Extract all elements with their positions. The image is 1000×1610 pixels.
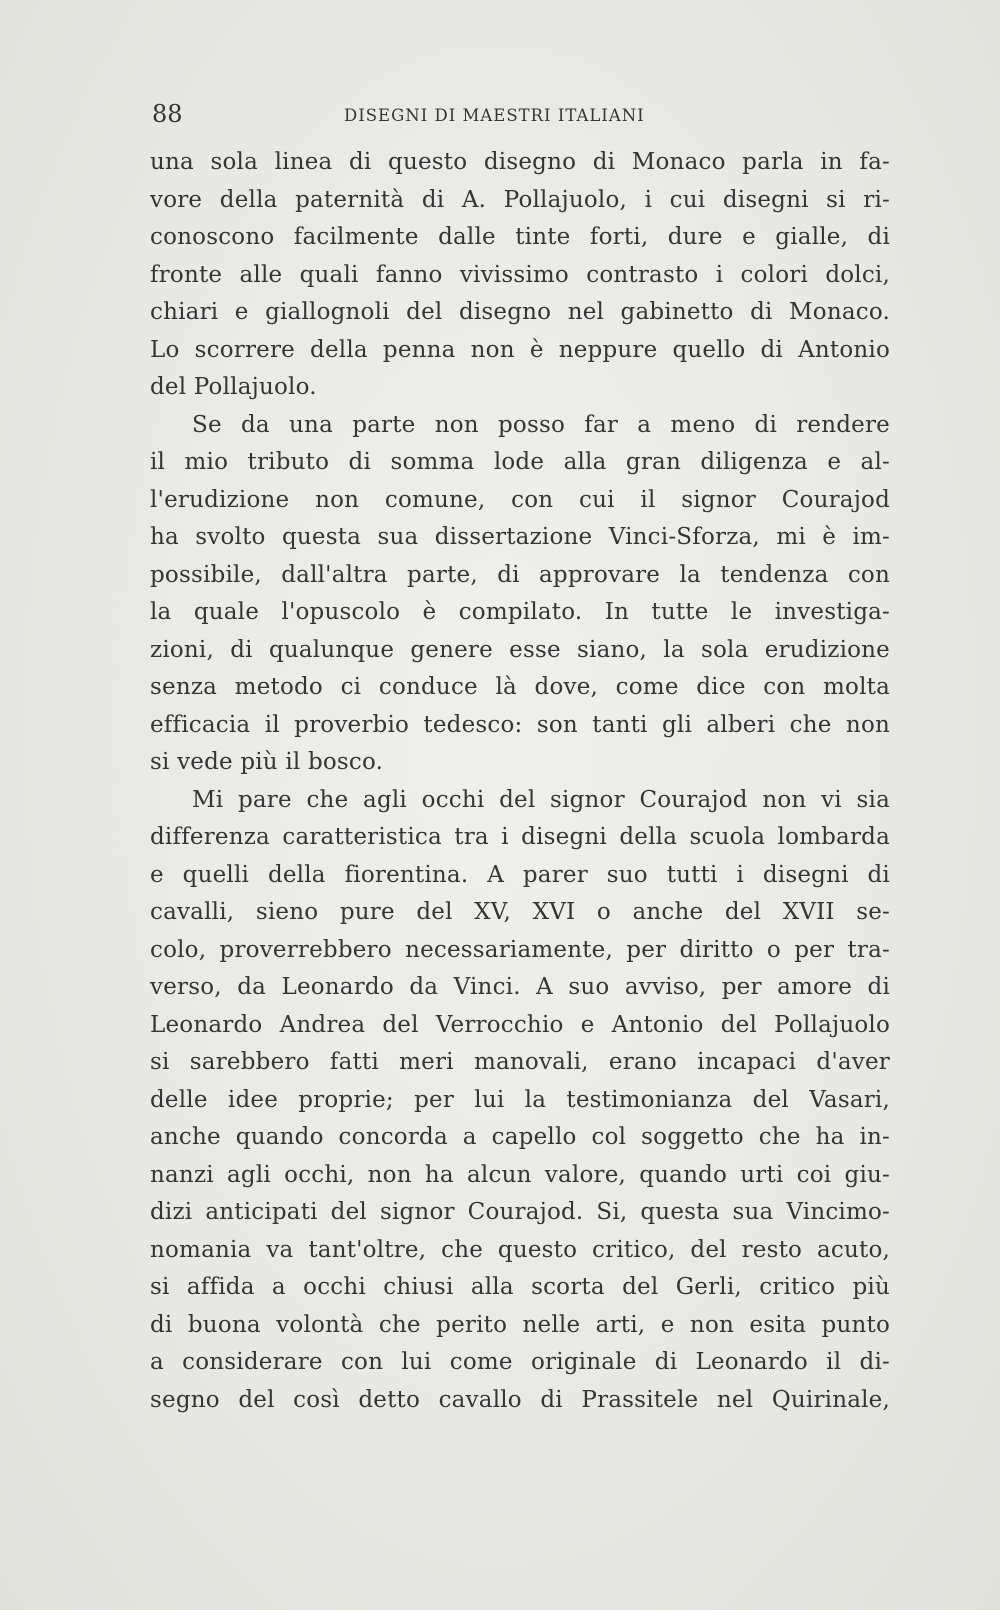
paragraph-start-line: Mi pare che agli occhi del signor Courajod non vi sia bbox=[192, 786, 890, 813]
text-line: ha svolto questa sua dissertazione Vinci-Sforza, mi è im- bbox=[150, 524, 890, 550]
text-line: nomania va tant'oltre, che questo critico, del resto acuto, bbox=[150, 1236, 890, 1263]
text-line: chiari e giallognoli del disegno nel gabinetto di Monaco. bbox=[150, 299, 890, 325]
paragraph-start-line: Se da una parte non posso far a meno di rendere bbox=[192, 411, 890, 438]
text-line: conoscono facilmente dalle tinte forti, dure e gialle, di bbox=[150, 224, 890, 250]
text-line: colo, proverrebbero necessariamente, per diritto o per tra- bbox=[150, 936, 890, 963]
text-line: nanzi agli occhi, non ha alcun valore, quando urti coi giu- bbox=[150, 1161, 890, 1188]
body-text bbox=[150, 144, 890, 1419]
text-line: delle idee proprie; per lui la testimonianza del Vasari, bbox=[150, 1086, 890, 1113]
text-line: e quelli della fiorentina. A parer suo tutti i disegni di bbox=[150, 861, 890, 888]
text-line: fronte alle quali fanno vivissimo contrasto i colori dolci, bbox=[150, 261, 890, 288]
text-line: efficacia il proverbio tedesco: son tanti gli alberi che non bbox=[150, 711, 890, 738]
running-title: DISEGNI DI MAESTRI ITALIANI bbox=[344, 106, 645, 125]
text-line: verso, da Leonardo da Vinci. A suo avviso, per amore di bbox=[150, 974, 890, 1000]
text-line: di buona volontà che perito nelle arti, e non esita punto bbox=[150, 1311, 890, 1338]
text-line: l'erudizione non comune, con cui il signor Courajod bbox=[150, 486, 890, 513]
text-line: la quale l'opuscolo è compilato. In tutte le investiga- bbox=[150, 599, 890, 625]
text-line: senza metodo ci conduce là dove, come dice con molta bbox=[150, 674, 890, 700]
paragraph-end-line: si vede più il bosco. bbox=[150, 749, 384, 775]
text-line: il mio tributo di somma lode alla gran diligenza e al- bbox=[150, 449, 890, 475]
text-line: Lo scorrere della penna non è neppure quello di Antonio bbox=[150, 336, 890, 363]
page-number: 88 bbox=[152, 100, 183, 128]
text-line: a considerare con lui come originale di Leonardo il di- bbox=[150, 1349, 890, 1375]
text-line: possibile, dall'altra parte, di approvare la tendenza con bbox=[150, 561, 890, 588]
text-line: vore della paternità di A. Pollajuolo, i cui disegni si ri- bbox=[150, 186, 890, 213]
text-line: si affida a occhi chiusi alla scorta del Gerli, critico più bbox=[150, 1274, 890, 1300]
text-line: si sarebbero fatti meri manovali, erano incapaci d'aver bbox=[150, 1049, 890, 1075]
page-header bbox=[152, 100, 888, 130]
text-line: differenza caratteristica tra i disegni della scuola lombarda bbox=[150, 824, 890, 850]
text-line: anche quando concorda a capello col soggetto che ha in- bbox=[150, 1124, 890, 1150]
text-line: zioni, di qualunque genere esse siano, la sola erudizione bbox=[150, 636, 890, 663]
paragraph-end-line: del Pollajuolo. bbox=[150, 374, 317, 400]
text-line: Leonardo Andrea del Verrocchio e Antonio del Pollajuolo bbox=[150, 1011, 890, 1038]
text-line: cavalli, sieno pure del XV, XVI o anche del XVII se- bbox=[150, 899, 890, 925]
text-line: dizi anticipati del signor Courajod. Si, questa sua Vincimo- bbox=[150, 1199, 890, 1225]
text-line: segno del così detto cavallo di Prassitele nel Quirinale, bbox=[150, 1386, 890, 1413]
text-line: una sola linea di questo disegno di Monaco parla in fa- bbox=[150, 149, 890, 175]
